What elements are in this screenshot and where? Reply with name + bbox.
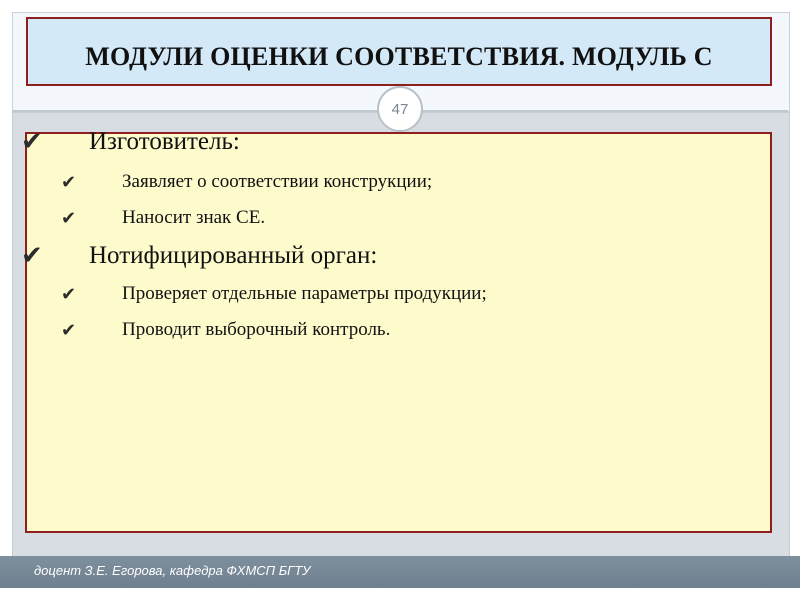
bullet-text: Изготовитель:: [89, 128, 240, 155]
footer-bar: [0, 556, 800, 588]
content-box: [21, 127, 772, 533]
slide-title: МОДУЛИ ОЦЕНКИ СООТВЕТСТВИЯ. МОДУЛЬ С: [85, 41, 713, 71]
check-icon: ✔: [61, 207, 77, 229]
title-box: [26, 17, 772, 86]
footer-text: доцент З.Е. Егорова, кафедра ФХМСП БГТУ: [34, 563, 311, 578]
slide-number: 47: [377, 86, 423, 132]
check-icon: ✔: [61, 283, 77, 305]
check-icon: ✔: [21, 127, 43, 157]
bullet-text: Заявляет о соответствии конструкции;: [122, 171, 433, 192]
check-icon: ✔: [61, 319, 77, 341]
check-icon: ✔: [21, 241, 43, 271]
bullet-text: Нотифицированный орган:: [89, 242, 378, 269]
bullet-text: Проводит выборочный контроль.: [122, 319, 391, 340]
check-icon: ✔: [61, 171, 77, 193]
bullet-text: Наносит знак СЕ.: [122, 207, 266, 228]
bullet-text: Проверяет отдельные параметры продукции;: [122, 283, 487, 304]
